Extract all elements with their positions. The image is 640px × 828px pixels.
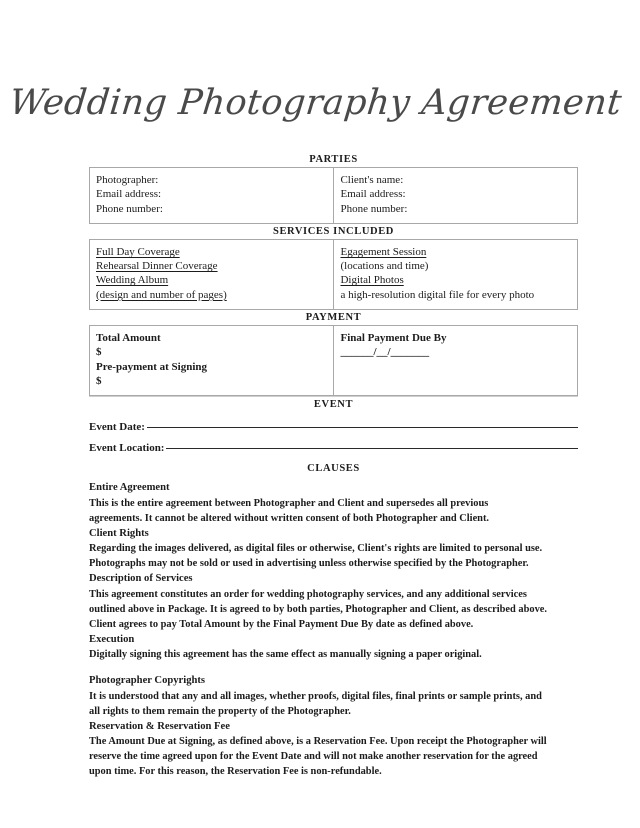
clause-body <box>89 647 578 662</box>
parties-table <box>89 167 578 224</box>
parties-left-line: Photographer: <box>96 174 159 186</box>
clause-body <box>89 587 578 632</box>
clause-line: all rights to them remain the property of the Photographer. <box>89 705 351 717</box>
clause-line: Digitally signing this agreement has the same effect as manually signing a paper original. <box>89 649 482 661</box>
payment-total-amount-field[interactable]: $ <box>96 346 102 359</box>
event-fields <box>89 421 578 454</box>
page-title: Wedding Photography Agreement <box>7 83 624 123</box>
services-right-item: a high-resolution digital file for every photo <box>340 288 535 301</box>
event-date-input[interactable] <box>147 427 578 428</box>
parties-photographer-cell <box>90 168 334 223</box>
clause-line: Photographs may not be sold or used in advertising unless otherwise specified by the Photographer. <box>89 558 529 570</box>
clause-line: Client agrees to pay Total Amount by the Final Payment Due By date as defined above. <box>89 618 474 630</box>
section-heading-payment: PAYMENT <box>305 312 362 324</box>
clause-title: Entire Agreement <box>89 482 170 494</box>
clause-line: agreements. It cannot be altered without written consent of both Photographer and Client. <box>89 512 490 524</box>
clause-line: reserve the time agreed upon for the Event Date and will not make another reservation for the agreed <box>89 751 538 763</box>
section-heading-services: SERVICES INCLUDED <box>273 225 394 237</box>
payment-amounts-cell <box>90 326 334 395</box>
clause-body <box>89 541 578 571</box>
final-payment-due-label: Final Payment Due By <box>340 332 447 345</box>
event-location-label: Event Location: <box>89 442 165 455</box>
clause-body <box>89 734 578 779</box>
payment-left-line: Total Amount <box>96 332 161 345</box>
payment-table <box>89 325 578 396</box>
services-left-cell <box>90 240 334 309</box>
services-right-item: Egagement Session <box>340 245 427 258</box>
payment-left-line: Pre-payment at Signing <box>96 360 208 373</box>
parties-right-line: Phone number: <box>340 202 408 215</box>
clause-title: Description of Services <box>89 573 193 585</box>
clause-title: Execution <box>89 633 135 645</box>
clause-body <box>89 496 578 526</box>
clause-body <box>89 689 578 719</box>
services-left-item: Wedding Album <box>96 274 169 287</box>
services-left-item: (design and number of pages) <box>96 288 227 301</box>
clause-title: Client Rights <box>89 527 149 539</box>
payment-prepayment-field[interactable]: $ <box>96 374 102 387</box>
clause-title: Reservation & Reservation Fee <box>89 720 230 732</box>
clause-title: Photographer Copyrights <box>89 675 206 687</box>
parties-left-line: Phone number: <box>96 202 163 215</box>
final-payment-date-field[interactable]: ______/__/_______ <box>340 346 430 359</box>
clause-line: It is understood that any and all images, whether proofs, digital files, final prints or sample prints, and <box>89 690 542 702</box>
paragraph-spacer <box>89 662 578 673</box>
document-body <box>89 152 578 779</box>
services-right-item: (locations and time) <box>340 260 429 273</box>
services-left-item: Rehearsal Dinner Coverage <box>96 260 218 273</box>
event-date-row <box>89 421 578 433</box>
section-heading-clauses: CLAUSES <box>307 463 360 475</box>
services-right-cell <box>334 240 577 309</box>
section-heading-event: EVENT <box>89 396 578 412</box>
clause-line: This is the entire agreement between Photographer and Client and supersedes all previous <box>89 497 489 509</box>
parties-left-line: Email address: <box>96 188 162 201</box>
event-location-row <box>89 442 578 454</box>
section-heading-parties: PARTIES <box>309 154 358 165</box>
clause-line: Regarding the images delivered, as digital files or otherwise, Client's rights are limited to personal use. <box>89 543 543 555</box>
clause-line: outlined above in Package. It is agreed to by both parties, Photographer and Client, as described above. <box>89 603 547 615</box>
clause-line: The Amount Due at Signing, as defined above, is a Reservation Fee. Upon receipt the Photographer will <box>89 736 547 748</box>
event-location-input[interactable] <box>166 448 578 449</box>
services-table <box>89 239 578 310</box>
services-left-item: Full Day Coverage <box>96 245 180 258</box>
clause-line: upon time. For this reason, the Reservation Fee is non-refundable. <box>89 766 382 778</box>
parties-right-line: Email address: <box>340 188 406 201</box>
parties-client-cell <box>334 168 577 223</box>
event-date-label: Event Date: <box>89 421 145 434</box>
payment-due-cell <box>334 326 577 395</box>
services-right-item: Digital Photos <box>340 274 404 287</box>
clause-line: This agreement constitutes an order for wedding photography services, and any additional services <box>89 588 527 600</box>
parties-right-line: Client's name: <box>340 174 404 186</box>
clauses-body <box>89 480 578 779</box>
